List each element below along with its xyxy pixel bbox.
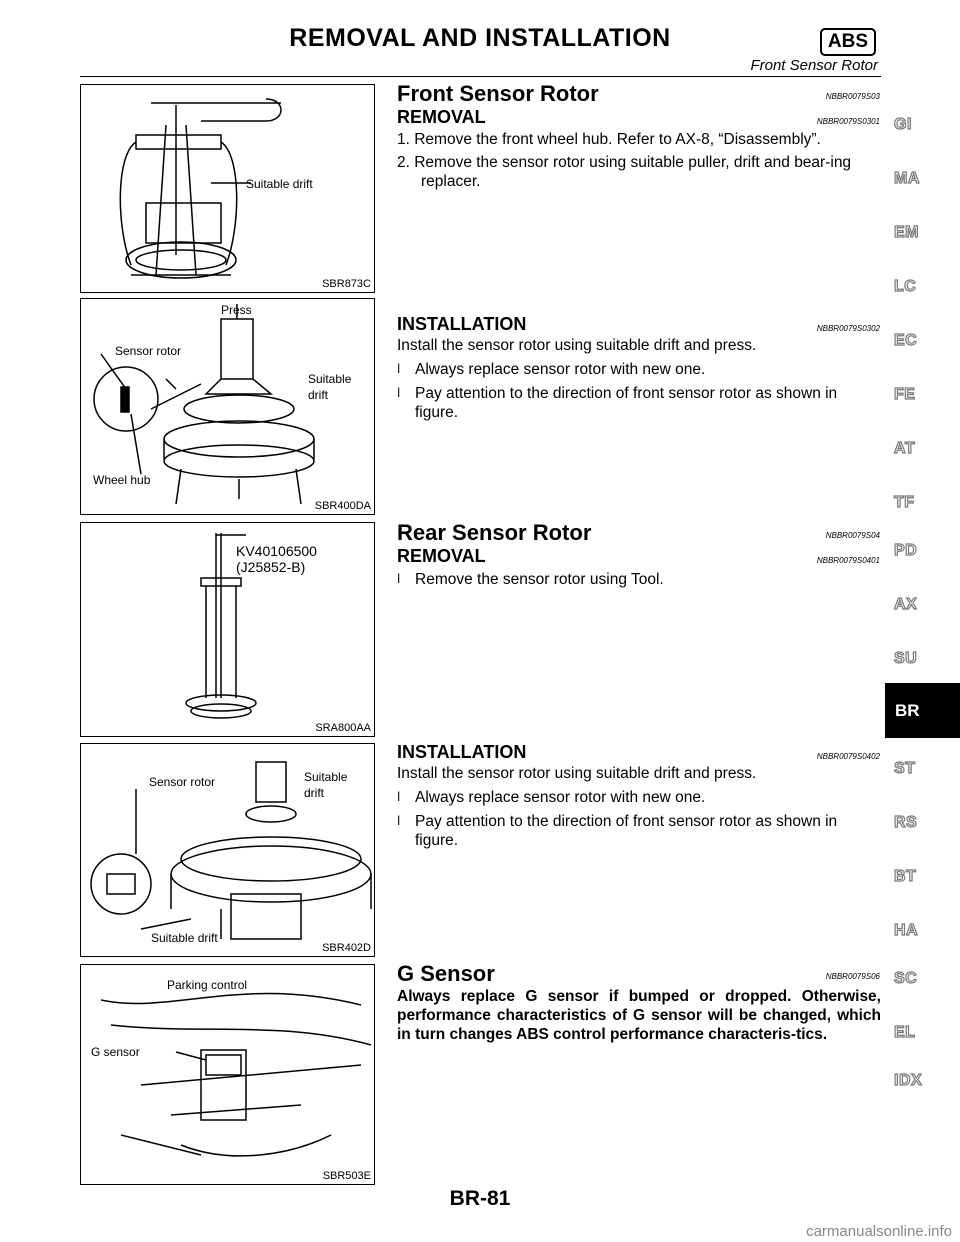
callout-suitable-drift-4: Suitable drift (151, 931, 218, 945)
side-tab-st[interactable]: ST (894, 760, 916, 777)
side-tab-gi[interactable]: GI (894, 116, 912, 133)
figure-id: SBR873C (322, 278, 371, 290)
side-tab-rs[interactable]: RS (894, 814, 918, 831)
rear-installation-intro: Install the sensor rotor using suitable drift and press. (397, 765, 757, 782)
figure-id: SBR402D (322, 942, 371, 954)
front-installation-bullet-1: l Always replace sensor rotor with new one. (397, 360, 881, 379)
puller-illustration (81, 85, 374, 292)
callout-tool-alt-number: (J25852-B) (236, 559, 306, 575)
callout-suitable-4: Suitable (304, 770, 348, 784)
side-tab-su[interactable]: SU (894, 650, 918, 667)
section-title-rear-sensor-rotor: Rear Sensor Rotor (397, 520, 592, 545)
rear-removal-bullet-1: l Remove the sensor rotor using Tool. (397, 570, 881, 589)
figure-rear-installation (80, 743, 375, 957)
front-removal-step-1: 1. Remove the front wheel hub. Refer to AX-8, “Disassembly”. (397, 131, 821, 148)
callout-sensor-rotor-2: Sensor rotor (149, 775, 216, 789)
side-tab-el[interactable]: EL (894, 1024, 916, 1041)
subheading-front-removal: REMOVAL (397, 107, 486, 127)
callout-suitable-drift-1: Suitable drift (246, 177, 313, 191)
header-divider (80, 76, 881, 77)
callout-tool-number: KV40106500 (236, 543, 317, 559)
g-sensor-warning: Always replace G sensor if bumped or dropped. Otherwise, performance characteristics of G sensor will be changed, which in turn changes ABS control performance characteris-tics. (397, 988, 881, 1043)
callout-suitable-2: Suitable (308, 372, 352, 386)
figure-id: SBR503E (322, 1170, 371, 1182)
rear-installation-bullet-2: l Pay attention to the direction of front sensor rotor as shown in figure. (397, 812, 881, 850)
side-tab-ec[interactable]: EC (894, 332, 918, 349)
callout-sensor-rotor-1: Sensor rotor (115, 344, 182, 358)
page-header-subtitle: Front Sensor Rotor (750, 57, 878, 74)
callout-drift-2: drift (308, 388, 329, 402)
section-ref-rear: NBBR0079S04 (825, 531, 880, 540)
side-tab-em[interactable]: EM (894, 224, 919, 241)
front-installation-intro: Install the sensor rotor using suitable drift and press. (397, 337, 757, 354)
side-tab-tf[interactable]: TF (894, 494, 915, 511)
front-removal-step-2: 2. Remove the sensor rotor using suitable puller, drift and bear-ing replacer. (397, 154, 852, 190)
section-ref-front: NBBR0079S03 (825, 92, 880, 101)
side-tab-pd[interactable]: PD (894, 542, 918, 559)
subheading-ref-rear-installation: NBBR0079S0402 (816, 752, 880, 761)
front-installation-bullet-2: l Pay attention to the direction of front sensor rotor as shown in figure. (397, 384, 881, 422)
side-tab-bt[interactable]: BT (894, 868, 917, 885)
subheading-rear-removal: REMOVAL (397, 546, 486, 566)
callout-parking-control: Parking control (167, 978, 248, 992)
page-number: BR-81 (449, 1187, 511, 1210)
callout-g-sensor: G sensor (91, 1045, 140, 1059)
rear-installation-bullet-1: l Always replace sensor rotor with new one. (397, 788, 881, 807)
side-tab-lc[interactable]: LC (894, 278, 917, 295)
figure-id: SRA800AA (315, 722, 371, 734)
figure-rear-removal (80, 522, 375, 737)
abs-badge: ABS (820, 28, 876, 56)
subheading-ref-front-removal: NBBR0079S0301 (816, 117, 880, 126)
page-header-title: REMOVAL AND INSTALLATION (289, 24, 671, 52)
side-tab-idx[interactable]: IDX (894, 1072, 923, 1089)
section-ref-g-sensor: NBBR0079S06 (825, 972, 880, 981)
tool-illustration (81, 523, 374, 736)
g-sensor-illustration (81, 965, 374, 1184)
side-tab-ma[interactable]: MA (894, 170, 920, 187)
callout-drift-4: drift (304, 786, 325, 800)
figure-id: SBR400DA (314, 500, 371, 512)
callout-wheel-hub: Wheel hub (93, 473, 151, 487)
subheading-ref-rear-removal: NBBR0079S0401 (816, 556, 880, 565)
figure-front-removal (80, 84, 375, 293)
subheading-front-installation: INSTALLATION (397, 314, 527, 334)
section-title-front-sensor-rotor: Front Sensor Rotor (397, 81, 599, 106)
figure-front-installation (80, 298, 375, 515)
figure-g-sensor (80, 964, 375, 1185)
subheading-ref-front-installation: NBBR0079S0302 (816, 324, 880, 333)
side-tab-br-active[interactable]: BR (885, 683, 960, 738)
side-tab-sc[interactable]: SC (894, 970, 918, 987)
section-title-g-sensor: G Sensor (397, 961, 495, 986)
side-tab-fe[interactable]: FE (894, 386, 916, 403)
callout-press: Press (221, 303, 252, 317)
side-tab-at[interactable]: AT (894, 440, 916, 457)
subheading-rear-installation: INSTALLATION (397, 742, 527, 762)
side-tab-ha[interactable]: HA (894, 922, 919, 939)
side-tab-ax[interactable]: AX (894, 596, 918, 613)
watermark: carmanualsonline.info (806, 1223, 952, 1240)
